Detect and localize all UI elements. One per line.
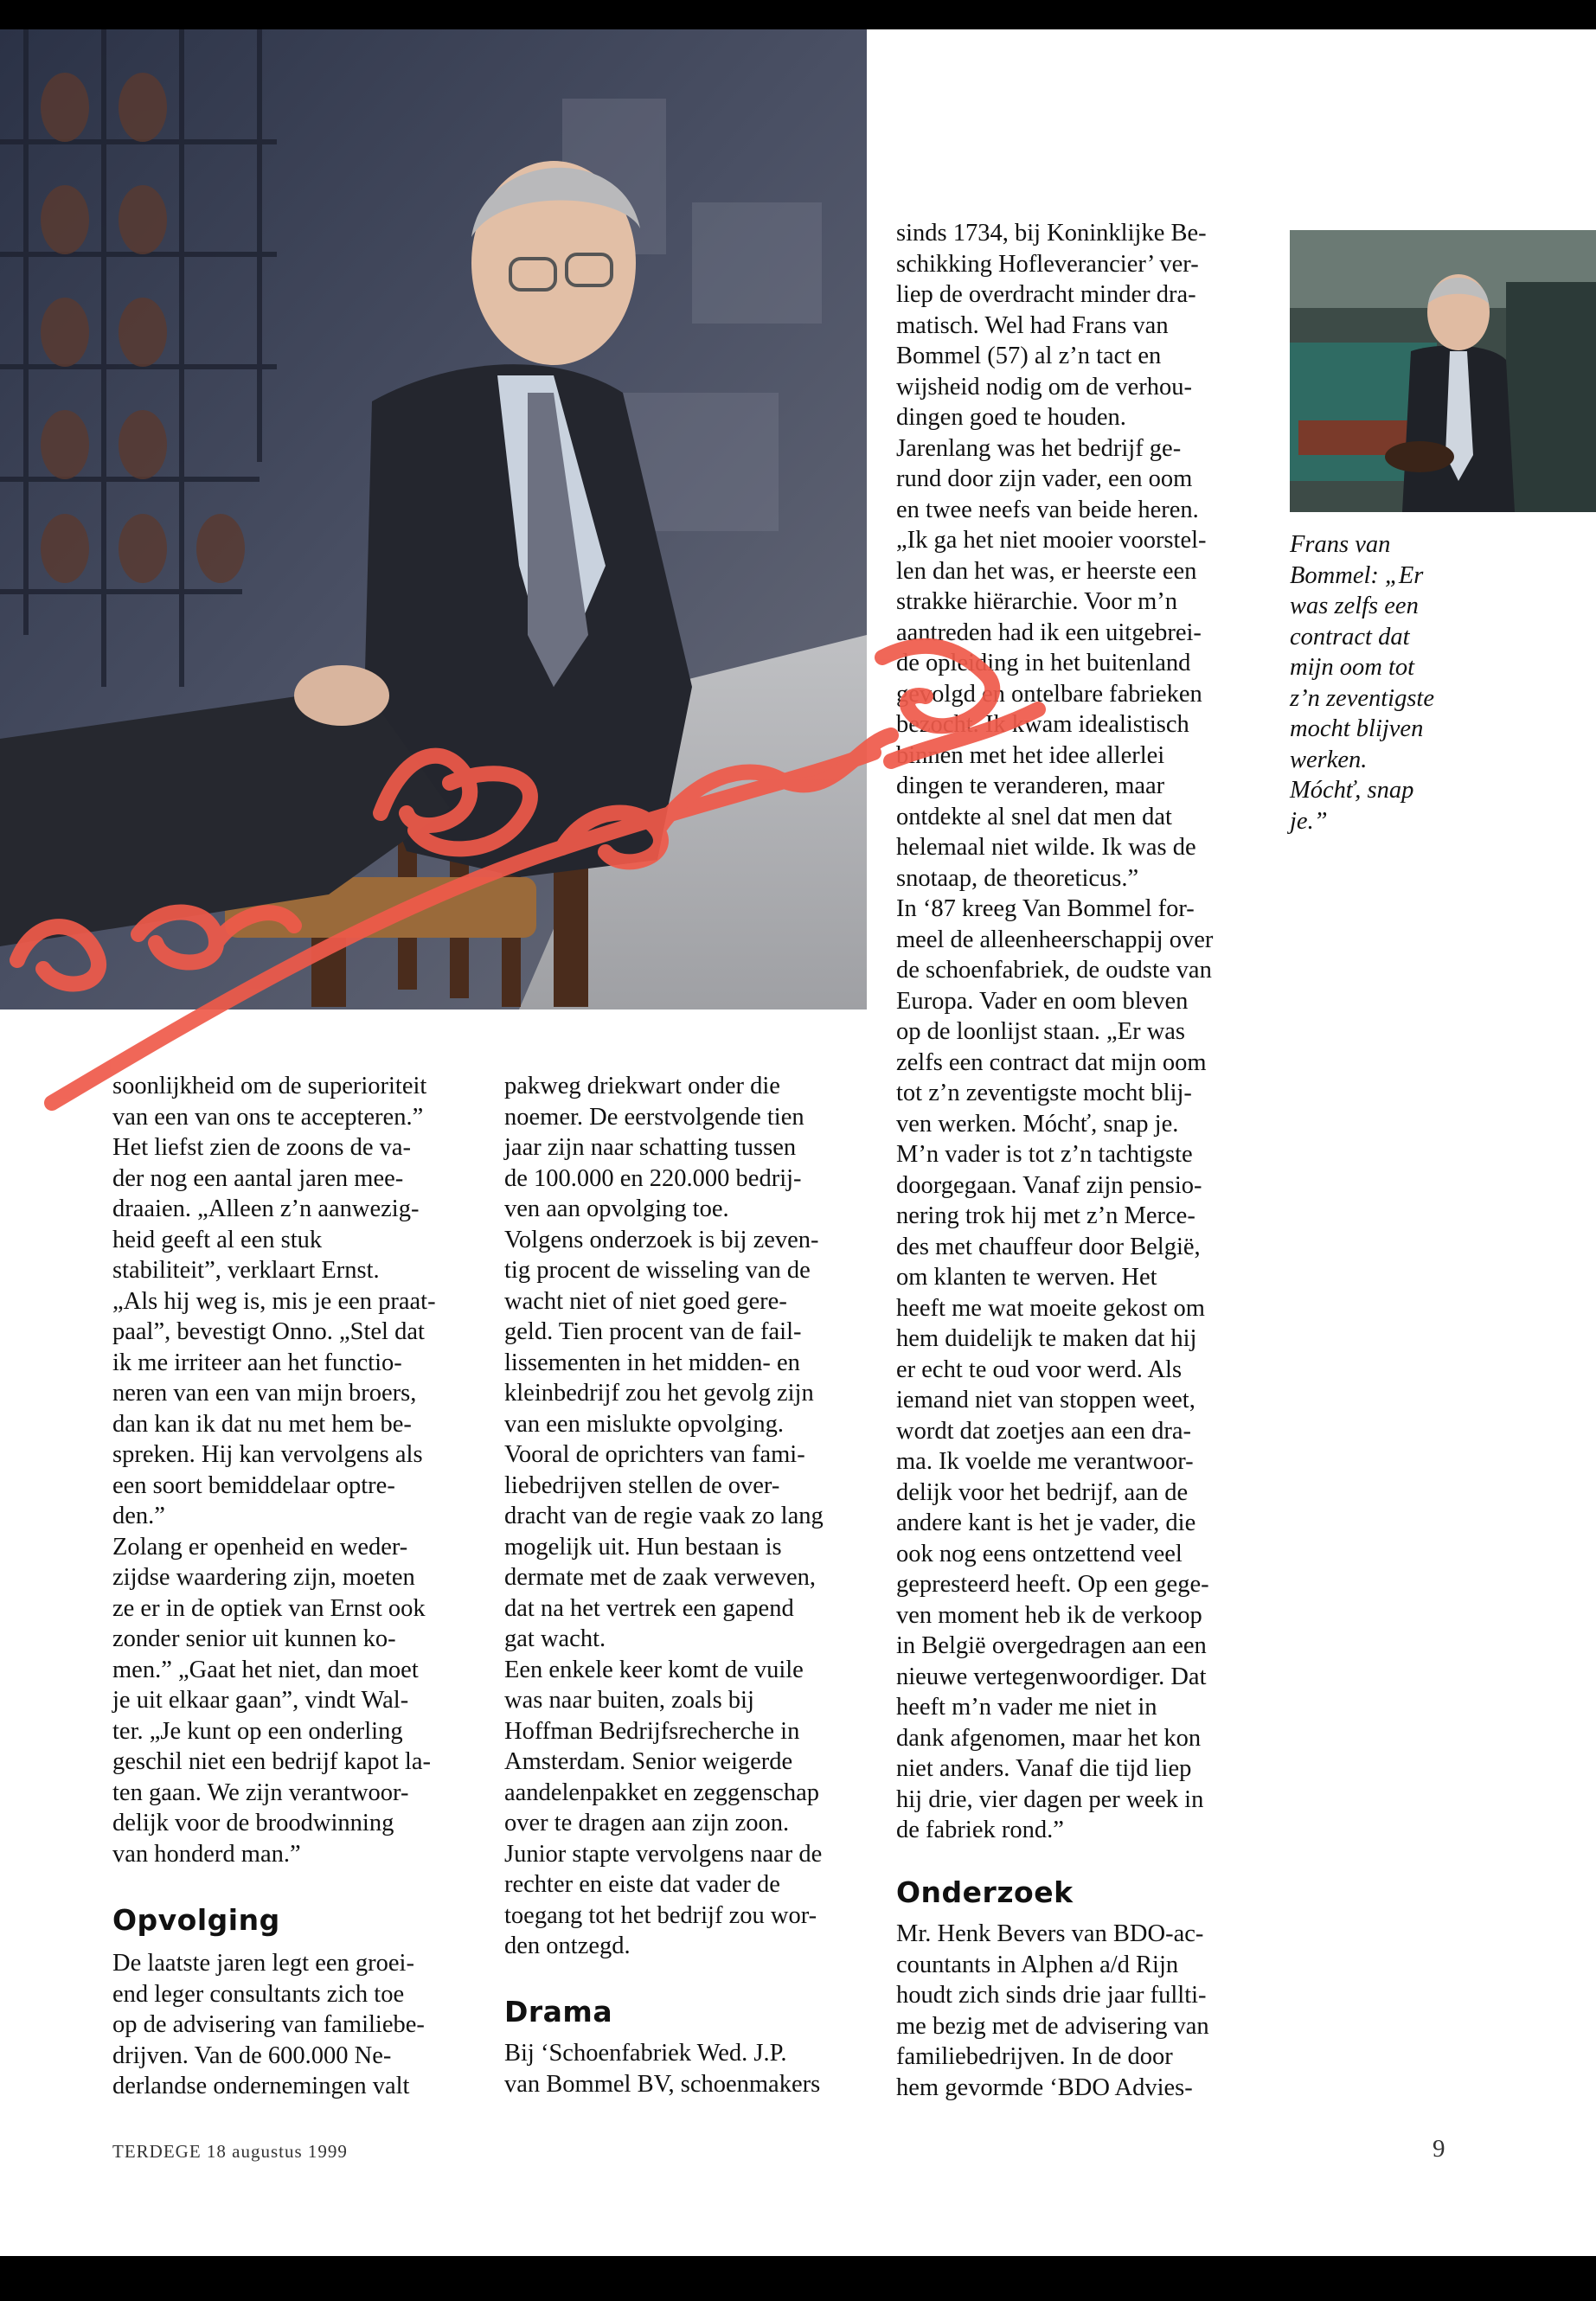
top-border <box>0 0 1596 29</box>
article-column-1-continued <box>112 1948 476 2102</box>
article-column-2-continued <box>504 2038 868 2099</box>
text-line: ven moment heb ik de verkoop <box>896 1601 1202 1629</box>
text-line: wordt dat zoetjes aan een dra- <box>896 1417 1192 1445</box>
text-line: tot z’n zeventigste mocht blij- <box>896 1080 1192 1106</box>
text-line: bezocht. Ik kwam idealistisch <box>896 711 1189 738</box>
caption-line: Frans van <box>1290 531 1391 558</box>
text-line: Junior stapte vervolgens naar de <box>504 1840 823 1868</box>
heading-opvolging: Opvolging <box>112 1903 280 1937</box>
text-line: spreken. Hij kan vervolgens als <box>112 1441 423 1468</box>
text-line: end leger consultants zich toe <box>112 1980 405 2008</box>
text-line: men.” „Gaat het niet, dan moet <box>112 1656 419 1683</box>
footer-publication: TERDEGE 18 augustus 1999 <box>112 2141 348 2162</box>
text-line: noemer. De eerstvolgende tien <box>504 1103 804 1131</box>
text-line: „Als hij weg is, mis je een praat- <box>112 1287 436 1315</box>
text-line: doorgegaan. Vanaf zijn pensio- <box>896 1171 1202 1199</box>
text-line: den.” <box>112 1503 165 1529</box>
text-line: draaien. „Alleen z’n aanwezig- <box>112 1195 420 1222</box>
text-line: M’n vader is tot z’n tachtigste <box>896 1141 1193 1168</box>
caption-line: werken. <box>1290 746 1368 773</box>
caption-line: contract dat <box>1290 623 1410 651</box>
text-line: over te dragen aan zijn zoon. <box>504 1810 790 1836</box>
text-line: Bommel (57) al z’n tact en <box>896 343 1162 369</box>
text-line: neren van een van mijn broers, <box>112 1380 417 1407</box>
text-line: gevolgd en ontelbare fabrieken <box>896 680 1202 708</box>
text-line: paal”, bevestigt Onno. „Stel dat <box>112 1318 425 1345</box>
caption-line: Móchť, snap <box>1290 777 1414 804</box>
text-line: drijven. Van de 600.000 Ne- <box>112 2041 392 2069</box>
text-line: geschil niet een bedrijf kapot la- <box>112 1748 431 1775</box>
text-line: toegang tot het bedrijf zou wor- <box>504 1901 817 1929</box>
text-line: dingen goed te houden. <box>896 404 1126 431</box>
text-line: heeft me wat moeite gekost om <box>896 1294 1205 1322</box>
text-line: des met chauffeur door België, <box>896 1233 1201 1260</box>
text-line: tig procent de wisseling van de <box>504 1257 811 1284</box>
photo-caption <box>1290 529 1450 836</box>
bottom-border <box>0 2256 1596 2301</box>
text-line: ze er in de optiek van Ernst ook <box>112 1594 426 1622</box>
text-line: mogelijk uit. Hun bestaan is <box>504 1533 782 1561</box>
page-number: 9 <box>1433 2135 1445 2163</box>
text-line: niet anders. Vanaf die tijd liep <box>896 1755 1192 1782</box>
text-line: familiebedrijven. In de door <box>896 2043 1173 2070</box>
article-column-3-continued <box>896 1919 1259 2103</box>
text-line: Hoffman Bedrijfsrecherche in <box>504 1717 800 1745</box>
text-line: liebedrijven stellen de over- <box>504 1471 780 1499</box>
text-line: liep de overdracht minder dra- <box>896 281 1196 308</box>
caption-line: mocht blijven <box>1290 715 1424 742</box>
text-line: „Ik ga het niet mooier voorstel- <box>896 527 1207 554</box>
caption-line: Bommel: „Er <box>1290 561 1424 589</box>
main-photo-man-in-chair <box>0 29 867 1009</box>
text-line: lissementen in het midden- en <box>504 1349 800 1376</box>
text-line: Zolang er openheid en weder- <box>112 1533 408 1561</box>
text-line: de fabriek rond.” <box>896 1817 1064 1843</box>
text-line: pakweg driekwart onder die <box>504 1073 780 1099</box>
text-line: derlandse ondernemingen valt <box>112 2073 410 2099</box>
text-line: ven werken. Móchť, snap je. <box>896 1110 1179 1138</box>
text-line: snotaap, de theoreticus.” <box>896 864 1139 892</box>
text-line: Amsterdam. Senior weigerde <box>504 1748 793 1775</box>
text-line: op de loonlijst staan. „Er was <box>896 1018 1186 1045</box>
text-line: len dan het was, er heerste een <box>896 557 1197 585</box>
text-line: en twee neefs van beide heren. <box>896 496 1199 523</box>
text-line: Volgens onderzoek is bij zeven- <box>504 1226 819 1253</box>
text-line: dat na het vertrek een gapend <box>504 1594 794 1622</box>
text-line: delijk voor de broodwinning <box>112 1810 394 1836</box>
text-line: de 100.000 en 220.000 bedrij- <box>504 1164 802 1192</box>
text-line: ma. Ik voelde me verantwoor- <box>896 1448 1194 1475</box>
text-line: andere kant is het je vader, die <box>896 1509 1196 1536</box>
text-line: Vooral de oprichters van fami- <box>504 1441 805 1468</box>
text-line: iemand niet van stoppen weet, <box>896 1387 1195 1413</box>
article-column-1 <box>112 1071 476 1869</box>
text-line: zonder senior uit kunnen ko- <box>112 1625 396 1652</box>
text-line: dingen te veranderen, maar <box>896 772 1165 799</box>
text-line: je uit elkaar gaan”, vindt Wal- <box>112 1687 409 1714</box>
text-line: De laatste jaren legt een groei- <box>112 1950 414 1977</box>
text-line: In ‘87 kreeg Van Bommel for- <box>896 895 1195 922</box>
text-line: soonlijkheid om de superioriteit <box>112 1073 427 1099</box>
text-line: er echt te oud voor werd. Als <box>896 1356 1183 1383</box>
text-line: jaar zijn naar schatting tussen <box>504 1134 797 1161</box>
text-line: Bij ‘Schoenfabriek Wed. J.P. <box>504 2040 787 2067</box>
text-line: hem duidelijk te maken dat hij <box>896 1325 1197 1352</box>
heading-drama: Drama <box>504 1995 613 2029</box>
text-line: sinds 1734, bij Koninklijke Be- <box>896 220 1207 247</box>
text-line: dan kan ik dat nu met hem be- <box>112 1410 412 1438</box>
text-line: van een mislukte opvolging. <box>504 1410 784 1438</box>
text-line: delijk voor het bedrijf, aan de <box>896 1478 1189 1506</box>
text-line: Het liefst zien de zoons de va- <box>112 1134 412 1161</box>
text-line: Een enkele keer komt de vuile <box>504 1656 804 1683</box>
text-line: wijsheid nodig om de verhou- <box>896 373 1192 401</box>
text-line: zijdse waardering zijn, moeten <box>112 1564 415 1591</box>
text-line: van een van ons te accepteren.” <box>112 1103 424 1131</box>
article-column-2 <box>504 1071 868 1962</box>
text-line: gat wacht. <box>504 1625 606 1652</box>
text-line: meel de alleenheerschappij over <box>896 926 1214 953</box>
text-line: gepresteerd heeft. Op een gege- <box>896 1571 1209 1598</box>
text-line: van Bommel BV, schoenmakers <box>504 2070 821 2098</box>
text-line: ter. „Je kunt op een onderling <box>112 1717 403 1745</box>
text-line: zelfs een contract dat mijn oom <box>896 1048 1207 1076</box>
side-photo-factory <box>1290 230 1596 512</box>
text-line: de opleiding in het buitenland <box>896 650 1191 676</box>
text-line: den ontzegd. <box>504 1932 631 1959</box>
text-line: houdt zich sinds drie jaar fullti- <box>896 1982 1207 2009</box>
text-line: Jarenlang was het bedrijf ge- <box>896 434 1182 462</box>
text-line: Mr. Henk Bevers van BDO-ac- <box>896 1920 1204 1947</box>
text-line: dank afgenomen, maar het kon <box>896 1724 1202 1752</box>
text-line: hem gevormde ‘BDO Advies- <box>896 2073 1193 2101</box>
text-line: een soort bemiddelaar optre- <box>112 1471 395 1499</box>
caption-line: z’n zeventigste <box>1290 684 1434 712</box>
text-line: geld. Tien procent van de fail- <box>504 1318 802 1345</box>
text-line: ontdekte al snel dat men dat <box>896 803 1172 830</box>
heading-onderzoek: Onderzoek <box>896 1875 1074 1909</box>
text-line: helemaal niet wilde. Ik was de <box>896 834 1196 861</box>
text-line: aandelenpakket en zeggenschap <box>504 1779 819 1806</box>
text-line: in België overgedragen aan een <box>896 1632 1207 1659</box>
text-line: ik me irriteer aan het functio- <box>112 1349 402 1376</box>
text-line: binnen met het idee allerlei <box>896 741 1165 769</box>
text-line: rund door zijn vader, een oom <box>896 465 1193 492</box>
text-line: kleinbedrijf zou het gevolg zijn <box>504 1380 814 1407</box>
text-line: wacht niet of niet goed gere- <box>504 1287 787 1315</box>
text-line: strakke hiërarchie. Voor m’n <box>896 588 1178 615</box>
text-line: dermate met de zaak verweven, <box>504 1564 817 1591</box>
text-line: Europa. Vader en oom bleven <box>896 987 1189 1015</box>
text-line: heeft m’n vader me niet in <box>896 1694 1157 1721</box>
text-line: der nog een aantal jaren mee- <box>112 1164 404 1192</box>
text-line: nering trok hij met z’n Merce- <box>896 1202 1195 1229</box>
caption-line: je.” <box>1290 807 1328 835</box>
text-line: ven aan opvolging toe. <box>504 1195 729 1222</box>
caption-line: was zelfs een <box>1290 593 1419 619</box>
text-line: matisch. Wel had Frans van <box>896 311 1169 339</box>
text-line: rechter en eiste dat vader de <box>504 1871 780 1898</box>
text-line: van honderd man.” <box>112 1840 301 1868</box>
text-line: nieuwe vertegenwoordiger. Dat <box>896 1663 1207 1690</box>
caption-line: mijn oom tot <box>1290 654 1415 681</box>
text-line: me bezig met de advisering van <box>896 2012 1209 2040</box>
text-line: schikking Hofleverancier’ ver- <box>896 250 1199 278</box>
text-line: hij drie, vier dagen per week in <box>896 1785 1204 1813</box>
article-column-3 <box>896 218 1259 1846</box>
text-line: aantreden had ik een uitgebrei- <box>896 619 1202 646</box>
text-line: ten gaan. We zijn verantwoor- <box>112 1779 409 1806</box>
text-line: stabiliteit”, verklaart Ernst. <box>112 1257 380 1284</box>
text-line: countants in Alphen a/d Rijn <box>896 1951 1179 1978</box>
text-line: ook nog eens ontzettend veel <box>896 1540 1183 1567</box>
text-line: heid geeft al een stuk <box>112 1226 323 1253</box>
text-line: de schoenfabriek, de oudste van <box>896 957 1212 984</box>
text-line: was naar buiten, zoals bij <box>504 1687 754 1714</box>
text-line: op de advisering van familiebe- <box>112 2011 425 2038</box>
text-line: om klanten te werven. Het <box>896 1264 1157 1291</box>
text-line: dracht van de regie vaak zo lang <box>504 1503 824 1529</box>
